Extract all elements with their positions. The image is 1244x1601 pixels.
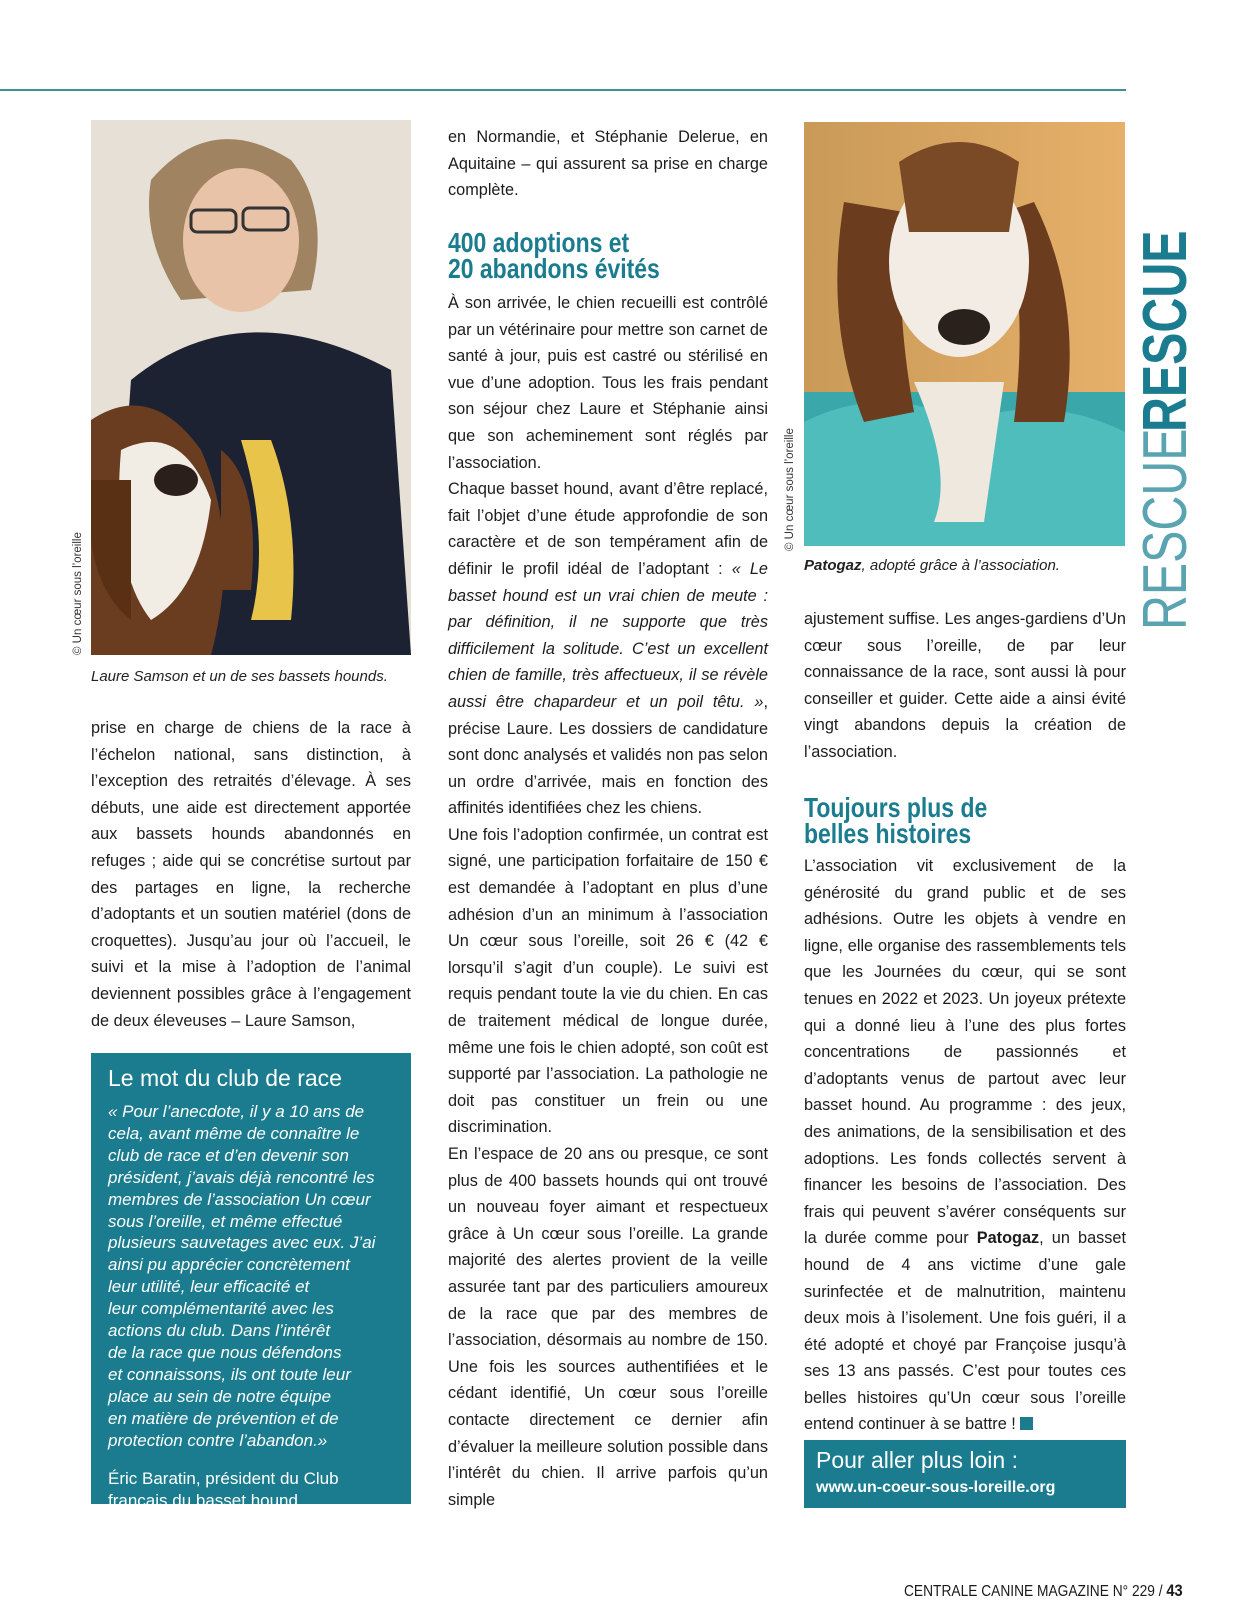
caption-dog-name: Patogaz [804, 557, 862, 574]
photo-laure-samson [91, 120, 411, 655]
section-heading-histoires [804, 792, 988, 849]
association-website-link[interactable]: www.un-coeur-sous-loreille.org [816, 1479, 1056, 1496]
section-label-light: RESCUE [1131, 428, 1200, 630]
photo-patogaz [804, 122, 1125, 546]
section-heading-adoptions [448, 227, 660, 284]
end-mark-icon [1020, 1417, 1033, 1430]
paragraph: prise en charge de chiens de la race à l’échelon national, sans distinction, à l’exception des retraités d’élevage. À ses débuts, une aide est directement apportée aux bassets hounds abandonnés en refuges ; aide qui se concrétise surtout par des partages en ligne, la recherche d’adoptants et un soutien matériel (dons de croquettes). Jusqu’au jour où l’accueil, le suivi et la mise à l’adoption de l’animal deviennent possibles grâce à l’engagement de deux éleveuses – Laure Samson, [91, 719, 411, 1030]
top-rule [0, 89, 1126, 91]
article-column-1 [91, 715, 411, 1034]
text-run: , un basset hound de 4 ans victime d’une gale surinfectée et de malnutrition, maintenu deux mois à l’isolement. Une fois guéri, il a été adopté et choyé par Françoise jusqu’à ses 13 ans passés. C’est pour toutes ces belles histoires qu’Un cœur sous l’oreille entend continuer à se battre ! [804, 1229, 1126, 1434]
page-footer [904, 1581, 1183, 1601]
heading-line: belles histoires [804, 818, 972, 849]
text-run: , précise Laure. Les dossiers de candidature sont donc analysés et validés non pas selon un ordre d’arrivée, mais en fonction des affinités identifiées chez les chiens. [448, 692, 768, 818]
paragraph [804, 853, 1126, 1438]
paragraph: Une fois l’adoption confirmée, un contrat est signé, une participation forfaitaire de 150 € est demandée à l’adoptant en plus d’une adhésion d’un an minimum à l’association Un cœur sous l’oreille, soit 26 € (42 € lorsqu’il s’agit d’un couple). Le suivi est requis pendant toute la vie du chien. En cas de traitement médical de longue durée, même une fois le chien adopté, son coût est supporté par l’association. La pathologie ne doit pas constituer un frein ou une discrimination. [448, 825, 768, 1137]
section-label-bold: RESCUE [1131, 230, 1200, 432]
photo-caption: Laure Samson et un de ses bassets hounds. [91, 668, 388, 685]
paragraph: ajustement suffise. Les anges-gardiens d’Un cœur sous l’oreille, de par leur connaissance de la race, sont aussi là pour conseiller et guider. Cette aide a ainsi évité vingt abandons depuis la création de l’association. [804, 610, 1126, 761]
heading-line: 400 adoptions et [448, 227, 630, 258]
paragraph: À son arrivée, le chien recueilli est contrôlé par un vétérinaire pour mettre son carnet de santé à jour, puis est castré ou stérilisé en vue d’une adoption. Tous les frais pendant son séjour chez Laure et Stéphanie ainsi que son acheminement sont réglés par l’association. [448, 294, 768, 472]
paragraph: en Normandie, et Stéphanie Delerue, en Aquitaine – qui assurent sa prise en charge complète. [448, 128, 768, 200]
club-quote-box [91, 1053, 411, 1510]
article-column-3 [804, 853, 1126, 1438]
club-box-signature: Éric Baratin, président du Club français du basset hound [108, 1469, 339, 1510]
heading-line: 20 abandons évités [448, 253, 660, 284]
article-column-3-intro [804, 606, 1126, 766]
caption-text: , adopté grâce à l’association. [861, 557, 1060, 574]
article-column-2 [448, 290, 768, 1513]
club-box-quote: « Pour l’anecdote, il y a 10 ans de cela, avant même de connaître le club de race et d’en devenir son président, j’avais déjà rencontré les membres de l’association Un cœur sous l’oreille, et même effectué plusieurs sauvetages avec eux. J’ai ainsi pu apprécier concrètement leur utilité, leur efficacité et leur complémentarité avec les actions du club. Dans l’intérêt de la race que nous défendons et connaissons, ils ont toute leur place au sein de notre équipe en matière de prévention et de protection contre l’abandon.» [108, 1102, 376, 1450]
article-column-2-intro [448, 124, 768, 204]
club-box-title: Le mot du club de race [108, 1065, 342, 1091]
text-run: Chaque basset hound, avant d’être replacé, fait l’objet d’une étude approfondie de son caractère et de son tempérament afin de définir le profil idéal de l’adoptant : [448, 480, 768, 578]
further-reading-box [804, 1440, 1126, 1508]
quote-run: « Le basset hound est un vrai chien de meute : par définition, il ne supporte que très difficilement la solitude. C’est un excellent chien de famille, très affectueux, il se révèle aussi être chapardeur et un poil têtu. » [448, 559, 768, 711]
photo-credit: © Un cœur sous l’oreille [784, 428, 796, 551]
magazine-issue: CENTRALE CANINE MAGAZINE N° 229 / [904, 1583, 1167, 1600]
heading-line: Toujours plus de [804, 792, 988, 823]
dog-name: Patogaz [976, 1229, 1040, 1248]
paragraph [448, 476, 768, 822]
text-run: L’association vit exclusivement de la générosité du grand public et de ses adhésions. Outre les objets à vendre en ligne, elle organise des rassemblements tels que les Journées du cœur, qui se sont tenues en 2022 et 2023. Un joyeux prétexte qui a donné lieu à l’une des plus fortes concentrations de passionnés et d’adoptants venus de partout avec leur basset hound. Au programme : des jeux, des animations, de la sensibilisation et des adoptions. Les fonds collectés servent à financer les besoins de l’association. Des frais qui peuvent s’avérer conséquents sur la durée comme pour [804, 857, 1126, 1248]
photo-caption [804, 557, 1060, 574]
section-label-rescue [1131, 173, 1200, 630]
paragraph: En l’espace de 20 ans ou presque, ce sont plus de 400 bassets hounds qui ont trouvé un nouveau foyer aimant et respectueux grâce à Un cœur sous l’oreille. La grande majorité des alertes provient de la veille assurée tant par des particuliers amoureux de la race que par des membres de l’association, désormais au nombre de 150. Une fois les sources authentifiées et le cédant identifié, Un cœur sous l’oreille contacte directement ce dernier afin d’évaluer la meilleure solution possible dans l’intérêt du chien. Il arrive parfois qu’un simple [448, 1145, 768, 1509]
photo-credit: © Un cœur sous l’oreille [72, 532, 84, 655]
further-reading-title: Pour aller plus loin : [816, 1447, 1018, 1473]
page-number: 43 [1166, 1581, 1183, 1600]
